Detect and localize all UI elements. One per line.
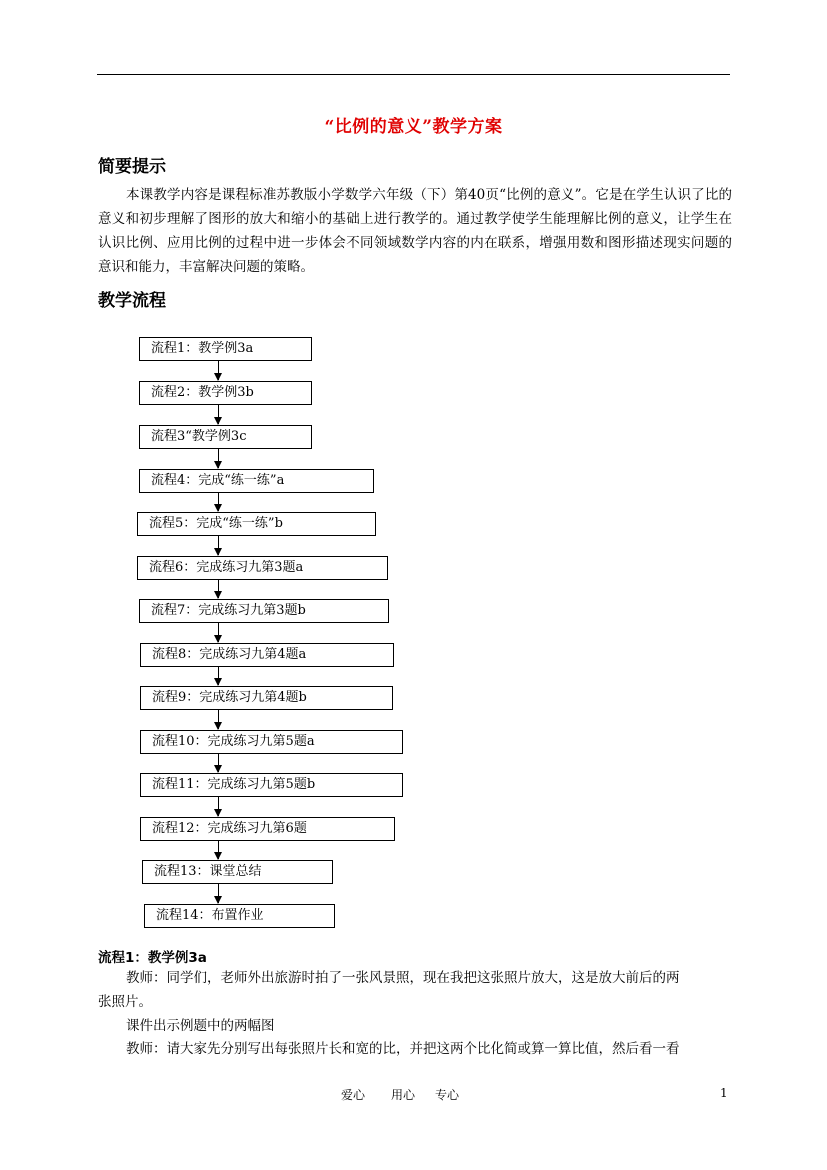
flow-step-5: 流程5：完成“练一练”b: [137, 512, 376, 536]
step1-line-4: 教师：请大家先分别写出每张照片长和宽的比，并把这两个比化简或算一算比值，然后看一看: [126, 1041, 680, 1057]
flow-step-9: 流程9：完成练习九第4题b: [140, 686, 393, 710]
page-number: 1: [720, 1086, 728, 1100]
footer-motto-2: 用心: [391, 1088, 416, 1102]
flow-step-10: 流程10：完成练习九第5题a: [140, 730, 403, 754]
flow-arrow: [218, 797, 219, 816]
flow-arrow: [218, 623, 219, 642]
flow-arrow: [218, 493, 219, 511]
flow-step-12: 流程12：完成练习九第6题: [140, 817, 395, 841]
step1-heading: 流程1：教学例3a: [98, 950, 207, 966]
footer-motto-1: 爱心: [341, 1088, 366, 1102]
flow-arrow: [218, 754, 219, 772]
flow-arrow: [218, 710, 219, 729]
step1-line-3: 课件出示例题中的两幅图: [126, 1018, 275, 1034]
flow-step-2: 流程2：教学例3b: [139, 381, 312, 405]
flow-arrow: [218, 361, 219, 380]
flow-step-13: 流程13：课堂总结: [142, 860, 333, 884]
flow-heading: 教学流程: [98, 291, 166, 311]
flow-step-3: 流程3“教学例3c: [139, 425, 312, 449]
document-title: “比例的意义”教学方案: [324, 117, 503, 137]
flow-arrow: [218, 884, 219, 903]
flow-step-11: 流程11：完成练习九第5题b: [140, 773, 403, 797]
flow-step-7: 流程7：完成练习九第3题b: [139, 599, 389, 623]
footer-motto-3: 专心: [435, 1088, 460, 1102]
flow-arrow: [218, 536, 219, 555]
flow-arrow: [218, 667, 219, 685]
flow-step-6: 流程6：完成练习九第3题a: [137, 556, 388, 580]
flow-arrow: [218, 405, 219, 424]
flow-step-4: 流程4：完成“练一练”a: [139, 469, 374, 493]
flow-arrow: [218, 580, 219, 598]
step1-line-1: 教师：同学们，老师外出旅游时拍了一张风景照，现在我把这张照片放大，这是放大前后的两: [126, 970, 680, 986]
summary-paragraph: 本课教学内容是课程标准苏教版小学数学六年级（下）第40页“比例的意义”。它是在学生认识了比的意义和初步理解了图形的放大和缩小的基础上进行教学的。通过教学使学生能理解比例的意义，让学生在认识比例、应用比例的过程中进一步体会不同领域数学内容的内在联系，增强用数和图形描述现实问题的意识和能力，丰富解决问题的策略。: [98, 187, 732, 275]
summary-heading: 简要提示: [98, 157, 166, 177]
flow-step-1: 流程1：教学例3a: [139, 337, 312, 361]
step1-line-2: 张照片。: [98, 994, 152, 1010]
flow-arrow: [218, 841, 219, 859]
flow-step-8: 流程8：完成练习九第4题a: [140, 643, 394, 667]
flow-step-14: 流程14：布置作业: [144, 904, 335, 928]
flow-arrow: [218, 449, 219, 468]
